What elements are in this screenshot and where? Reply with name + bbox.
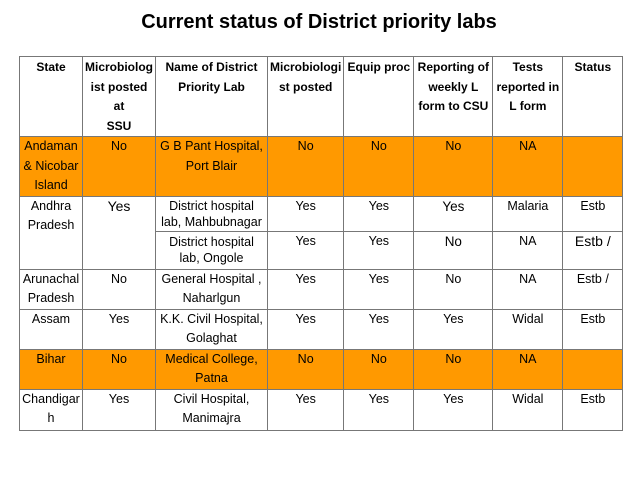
cell-lab: G B Pant Hospital, Port Blair [156,137,268,197]
cell-status: Estb [563,309,623,349]
cell-micro: No [268,137,344,197]
cell-equip: No [344,137,414,197]
cell-status: Estb / [563,231,623,269]
cell-reporting: No [414,231,493,269]
cell-micro: Yes [268,389,344,430]
header-equip-proc: Equip proc [344,57,414,137]
cell-reporting: No [414,269,493,309]
header-microbiologist-ssu: Microbiolog ist posted at SSU [83,57,156,137]
cell-tests: Malaria [493,196,563,231]
cell-equip: Yes [344,196,414,231]
cell-micro: Yes [268,196,344,231]
cell-reporting: Yes [414,309,493,349]
cell-state: Andhra Pradesh [20,196,83,269]
cell-reporting: Yes [414,389,493,430]
page-title: Current status of District priority labs [141,11,497,33]
cell-reporting: Yes [414,196,493,231]
table-header-row [20,57,623,137]
cell-tests: NA [493,231,563,269]
cell-state: Andaman & Nicobar Island [20,137,83,197]
cell-micro: Yes [268,269,344,309]
cell-status: Estb [563,196,623,231]
cell-equip: Yes [344,231,414,269]
cell-tests: NA [493,269,563,309]
cell-status [563,349,623,389]
cell-reporting: No [414,137,493,197]
cell-lab: Medical College, Patna [156,349,268,389]
cell-tests: Widal [493,389,563,430]
cell-equip: Yes [344,389,414,430]
table-row [20,269,623,309]
table-row [20,389,623,430]
table-row [20,137,623,197]
cell-equip: No [344,349,414,389]
table-row [20,349,623,389]
cell-state: Arunachal Pradesh [20,269,83,309]
header-microbiologist-posted: Microbiologi st posted [268,57,344,137]
header-lab-name: Name of District Priority Lab [156,57,268,137]
cell-ssu: No [83,269,156,309]
header-status: Status [563,57,623,137]
header-reporting: Reporting of weekly L form to CSU [414,57,493,137]
cell-ssu: No [83,137,156,197]
cell-ssu: Yes [83,389,156,430]
cell-micro: Yes [268,231,344,269]
cell-state: Bihar [20,349,83,389]
cell-equip: Yes [344,269,414,309]
priority-labs-table [19,56,623,431]
table-row [20,196,623,231]
table-row [20,309,623,349]
cell-state: Chandigarh [20,389,83,430]
cell-status: Estb [563,389,623,430]
cell-status [563,137,623,197]
cell-status: Estb / [563,269,623,309]
cell-micro: Yes [268,309,344,349]
cell-lab: General Hospital , Naharlgun [156,269,268,309]
cell-lab: District hospital lab, Ongole [156,231,268,269]
cell-lab: Civil Hospital, Manimajra [156,389,268,430]
cell-micro: No [268,349,344,389]
cell-state: Assam [20,309,83,349]
cell-lab: K.K. Civil Hospital, Golaghat [156,309,268,349]
cell-equip: Yes [344,309,414,349]
cell-lab: District hospital lab, Mahbubnagar [156,196,268,231]
cell-tests: Widal [493,309,563,349]
cell-tests: NA [493,137,563,197]
cell-ssu: No [83,349,156,389]
cell-ssu: Yes [83,309,156,349]
cell-ssu: Yes [83,196,156,269]
header-state: State [20,57,83,137]
header-tests: Tests reported in L form [493,57,563,137]
cell-tests: NA [493,349,563,389]
cell-reporting: No [414,349,493,389]
